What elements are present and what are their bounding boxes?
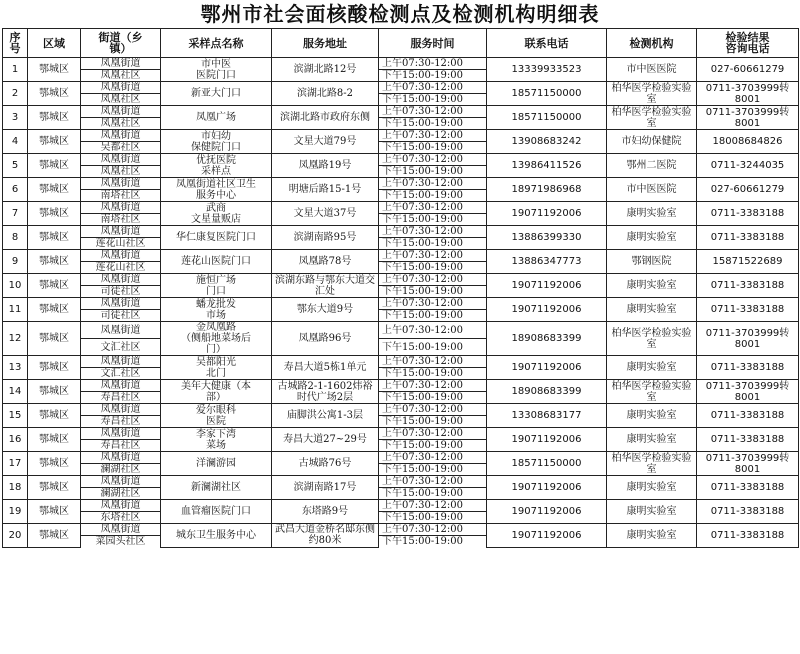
table-row [3,82,799,94]
table-row [3,58,799,70]
cell-hours-pm: 下午15:00-19:00 [379,464,487,476]
cell-street: 凤凰街道 [81,380,161,392]
cell-seq: 11 [3,298,28,322]
cell-lab: 市妇幼保健院 [607,130,697,154]
cell-street: 凤凰街道 [81,298,161,310]
cell-hours-am: 上午07:30-12:00 [379,106,487,118]
cell-hours-am: 上午07:30-12:00 [379,178,487,190]
header-district: 区域 [28,29,81,58]
cell-district: 鄂城区 [28,226,81,250]
cell-community: 澜湖社区 [81,488,161,500]
cell-district: 鄂城区 [28,500,81,524]
cell-street: 凤凰街道 [81,202,161,214]
cell-lab: 市中医医院 [607,178,697,202]
cell-seq: 12 [3,322,28,356]
cell-community: 司徒社区 [81,310,161,322]
cell-result: 027-60661279 [697,58,799,82]
cell-community: 文汇社区 [81,339,161,356]
cell-hours-pm: 下午15:00-19:00 [379,286,487,298]
cell-district: 鄂城区 [28,106,81,130]
cell-result: 0711-3383188 [697,428,799,452]
cell-seq: 18 [3,476,28,500]
cell-site: 莲花山医院门口 [161,250,272,274]
cell-address: 滨湖北路12号 [272,58,379,82]
header-result: 检验结果 咨询电话 [697,29,799,58]
table-header [3,29,799,58]
cell-seq: 5 [3,154,28,178]
cell-hours-am: 上午07:30-12:00 [379,500,487,512]
table-row [3,106,799,118]
cell-hours-am: 上午07:30-12:00 [379,82,487,94]
cell-street: 凤凰街道 [81,500,161,512]
cell-community: 凤凰社区 [81,118,161,130]
cell-address: 古城路76号 [272,452,379,476]
cell-community: 莲花山社区 [81,238,161,250]
cell-street: 凤凰街道 [81,452,161,464]
cell-street: 凤凰街道 [81,476,161,488]
cell-lab: 柏华医学检验实验室 [607,106,697,130]
cell-seq: 6 [3,178,28,202]
cell-community: 南塔社区 [81,214,161,226]
cell-street: 凤凰街道 [81,274,161,286]
cell-site: 蟠龙批发 市场 [161,298,272,322]
cell-site: 爱尔眼科 医院 [161,404,272,428]
cell-hours-pm: 下午15:00-19:00 [379,368,487,380]
cell-hours-pm: 下午15:00-19:00 [379,339,487,356]
cell-street: 凤凰街道 [81,356,161,368]
cell-phone: 19071192006 [487,500,607,524]
cell-lab: 鄂钢医院 [607,250,697,274]
cell-phone: 19071192006 [487,274,607,298]
cell-lab: 鄂州二医院 [607,154,697,178]
cell-address: 东塔路9号 [272,500,379,524]
cell-lab: 康明实验室 [607,404,697,428]
table-body [3,58,799,548]
cell-result: 0711-3383188 [697,524,799,548]
cell-result: 0711-3383188 [697,202,799,226]
cell-community: 东塔社区 [81,512,161,524]
cell-community: 澜湖社区 [81,464,161,476]
cell-seq: 3 [3,106,28,130]
cell-phone: 13886347773 [487,250,607,274]
cell-result: 0711-3383188 [697,404,799,428]
cell-address: 凤凰路19号 [272,154,379,178]
cell-hours-am: 上午07:30-12:00 [379,404,487,416]
cell-lab: 柏华医学检验实验室 [607,82,697,106]
cell-site: 市中医 医院门口 [161,58,272,82]
cell-site: 李家下湾 菜场 [161,428,272,452]
cell-district: 鄂城区 [28,428,81,452]
cell-hours-am: 上午07:30-12:00 [379,476,487,488]
cell-district: 鄂城区 [28,298,81,322]
cell-lab: 康明实验室 [607,356,697,380]
cell-address: 鄂东大道9号 [272,298,379,322]
cell-hours-pm: 下午15:00-19:00 [379,214,487,226]
cell-seq: 16 [3,428,28,452]
cell-street: 凤凰街道 [81,178,161,190]
cell-seq: 13 [3,356,28,380]
cell-street: 凤凰街道 [81,322,161,339]
cell-community: 南塔社区 [81,190,161,202]
table-row [3,298,799,310]
cell-hours-am: 上午07:30-12:00 [379,202,487,214]
cell-result: 0711-3383188 [697,298,799,322]
cell-district: 鄂城区 [28,274,81,298]
cell-street: 凤凰街道 [81,58,161,70]
cell-site: 新澜湖社区 [161,476,272,500]
cell-phone: 13308683177 [487,404,607,428]
header-phone: 联系电话 [487,29,607,58]
cell-seq: 1 [3,58,28,82]
cell-lab: 康明实验室 [607,428,697,452]
cell-hours-pm: 下午15:00-19:00 [379,488,487,500]
cell-street: 凤凰街道 [81,154,161,166]
cell-hours-pm: 下午15:00-19:00 [379,118,487,130]
cell-seq: 19 [3,500,28,524]
cell-phone: 13886399330 [487,226,607,250]
table-row [3,154,799,166]
cell-phone: 19071192006 [487,476,607,500]
cell-phone: 13986411526 [487,154,607,178]
cell-phone: 19071192006 [487,356,607,380]
cell-seq: 17 [3,452,28,476]
cell-street: 凤凰街道 [81,130,161,142]
table-row [3,524,799,536]
table-row [3,226,799,238]
cell-hours-pm: 下午15:00-19:00 [379,238,487,250]
cell-address: 寿昌大道5栋1单元 [272,356,379,380]
cell-result: 0711-3383188 [697,226,799,250]
page-title: 鄂州市社会面核酸检测点及检测机构明细表 [200,2,600,26]
cell-hours-am: 上午07:30-12:00 [379,428,487,440]
cell-site: 施恒广场 门口 [161,274,272,298]
cell-hours-am: 上午07:30-12:00 [379,130,487,142]
cell-phone: 19071192006 [487,428,607,452]
cell-phone: 18971986968 [487,178,607,202]
cell-address: 滨湖北路8-2 [272,82,379,106]
cell-lab: 康明实验室 [607,524,697,548]
cell-result: 0711-3383188 [697,274,799,298]
testing-sites-table [2,28,799,548]
cell-address: 滨湖北路市政府东侧 [272,106,379,130]
table-row [3,428,799,440]
table-row [3,130,799,142]
table-row [3,202,799,214]
cell-district: 鄂城区 [28,250,81,274]
cell-hours-pm: 下午15:00-19:00 [379,310,487,322]
cell-seq: 15 [3,404,28,428]
cell-result: 0711-3383188 [697,500,799,524]
cell-seq: 9 [3,250,28,274]
table-row [3,500,799,512]
cell-community: 凤凰社区 [81,70,161,82]
table-row [3,250,799,262]
cell-phone: 18908683399 [487,322,607,356]
cell-district: 鄂城区 [28,380,81,404]
cell-street: 凤凰街道 [81,428,161,440]
cell-phone: 18908683399 [487,380,607,404]
cell-community: 寿昌社区 [81,416,161,428]
cell-site: 金凤凰路 （侧船地菜场后 门） [161,322,272,356]
cell-street: 凤凰街道 [81,226,161,238]
cell-hours-pm: 下午15:00-19:00 [379,94,487,106]
cell-hours-am: 上午07:30-12:00 [379,154,487,166]
cell-district: 鄂城区 [28,404,81,428]
cell-seq: 7 [3,202,28,226]
cell-community: 寿昌社区 [81,392,161,404]
cell-street: 凤凰街道 [81,524,161,536]
table-row [3,452,799,464]
header-lab: 检测机构 [607,29,697,58]
cell-lab: 柏华医学检验实验室 [607,452,697,476]
cell-lab: 柏华医学检验实验室 [607,380,697,404]
header-site: 采样点名称 [161,29,272,58]
cell-hours-am: 上午07:30-12:00 [379,356,487,368]
cell-lab: 康明实验室 [607,476,697,500]
cell-phone: 18571150000 [487,82,607,106]
cell-phone: 13908683242 [487,130,607,154]
cell-phone: 19071192006 [487,202,607,226]
cell-address: 明塘后路15-1号 [272,178,379,202]
cell-result: 18008684826 [697,130,799,154]
cell-result: 0711-3703999转8001 [697,106,799,130]
cell-hours-am: 上午07:30-12:00 [379,452,487,464]
cell-site: 血管瘤医院门口 [161,500,272,524]
cell-seq: 4 [3,130,28,154]
table-row [3,274,799,286]
cell-result: 0711-3383188 [697,476,799,500]
cell-hours-am: 上午07:30-12:00 [379,322,487,339]
cell-result: 0711-3703999转8001 [697,322,799,356]
cell-address: 滨湖南路95号 [272,226,379,250]
cell-street: 凤凰街道 [81,250,161,262]
cell-lab: 康明实验室 [607,226,697,250]
cell-site: 优抚医院 采样点 [161,154,272,178]
cell-hours-am: 上午07:30-12:00 [379,250,487,262]
cell-hours-am: 上午07:30-12:00 [379,380,487,392]
cell-hours-pm: 下午15:00-19:00 [379,416,487,428]
table-row [3,356,799,368]
cell-seq: 20 [3,524,28,548]
cell-street: 凤凰街道 [81,82,161,94]
cell-hours-pm: 下午15:00-19:00 [379,142,487,154]
cell-lab: 柏华医学检验实验室 [607,322,697,356]
cell-district: 鄂城区 [28,322,81,356]
cell-hours-pm: 下午15:00-19:00 [379,190,487,202]
cell-hours-pm: 下午15:00-19:00 [379,262,487,274]
cell-district: 鄂城区 [28,356,81,380]
cell-hours-pm: 下午15:00-19:00 [379,70,487,82]
cell-address: 滨湖南路17号 [272,476,379,500]
cell-result: 0711-3383188 [697,356,799,380]
cell-district: 鄂城区 [28,178,81,202]
cell-site: 武商 文星量贩店 [161,202,272,226]
cell-district: 鄂城区 [28,82,81,106]
cell-result: 027-60661279 [697,178,799,202]
cell-hours-am: 上午07:30-12:00 [379,274,487,286]
cell-community: 司徒社区 [81,286,161,298]
cell-community: 菜园头社区 [81,536,161,548]
cell-site: 洋澜游园 [161,452,272,476]
cell-phone: 19071192006 [487,524,607,548]
cell-district: 鄂城区 [28,154,81,178]
cell-hours-pm: 下午15:00-19:00 [379,166,487,178]
cell-result: 0711-3244035 [697,154,799,178]
cell-result: 15871522689 [697,250,799,274]
table-row [3,404,799,416]
cell-lab: 康明实验室 [607,274,697,298]
header-hours: 服务时间 [379,29,487,58]
table-row [3,178,799,190]
cell-result: 0711-3703999转8001 [697,380,799,404]
cell-lab: 市中医医院 [607,58,697,82]
table-row [3,476,799,488]
cell-street: 凤凰街道 [81,404,161,416]
cell-address: 古城路2-1-1602炜裕时代广场2层 [272,380,379,404]
header-address: 服务地址 [272,29,379,58]
cell-hours-am: 上午07:30-12:00 [379,524,487,536]
cell-site: 城东卫生服务中心 [161,524,272,548]
table-row [3,322,799,339]
cell-lab: 康明实验室 [607,298,697,322]
cell-seq: 2 [3,82,28,106]
cell-lab: 康明实验室 [607,202,697,226]
cell-site: 市妇幼 保健院门口 [161,130,272,154]
cell-community: 寿昌社区 [81,440,161,452]
cell-result: 0711-3703999转8001 [697,82,799,106]
cell-hours-am: 上午07:30-12:00 [379,58,487,70]
cell-district: 鄂城区 [28,202,81,226]
cell-district: 鄂城区 [28,452,81,476]
cell-address: 凤凰路78号 [272,250,379,274]
cell-hours-pm: 下午15:00-19:00 [379,392,487,404]
cell-phone: 13339933523 [487,58,607,82]
cell-district: 鄂城区 [28,58,81,82]
cell-site: 华仁康复医院门口 [161,226,272,250]
cell-district: 鄂城区 [28,476,81,500]
cell-hours-pm: 下午15:00-19:00 [379,512,487,524]
cell-phone: 18571150000 [487,452,607,476]
cell-community: 凤凰社区 [81,166,161,178]
cell-community: 吴都社区 [81,142,161,154]
header-street: 街道（乡 镇） [81,29,161,58]
cell-community: 文汇社区 [81,368,161,380]
table-row [3,380,799,392]
cell-address: 寿昌大道27~29号 [272,428,379,452]
cell-hours-am: 上午07:30-12:00 [379,226,487,238]
cell-phone: 18571150000 [487,106,607,130]
cell-seq: 10 [3,274,28,298]
cell-street: 凤凰街道 [81,106,161,118]
cell-district: 鄂城区 [28,130,81,154]
cell-address: 庙脚洪公寓1-3层 [272,404,379,428]
cell-result: 0711-3703999转8001 [697,452,799,476]
cell-hours-pm: 下午15:00-19:00 [379,440,487,452]
cell-community: 莲花山社区 [81,262,161,274]
cell-phone: 19071192006 [487,298,607,322]
cell-site: 吴都阳光 北门 [161,356,272,380]
cell-community: 凤凰社区 [81,94,161,106]
cell-seq: 8 [3,226,28,250]
cell-address: 滨湖东路与鄂东大道交汇处 [272,274,379,298]
cell-hours-pm: 下午15:00-19:00 [379,536,487,548]
cell-site: 新亚大门口 [161,82,272,106]
cell-district: 鄂城区 [28,524,81,548]
header-seq: 序 号 [3,29,28,58]
cell-site: 凤凰广场 [161,106,272,130]
cell-site: 凤凰街道社区卫生 服务中心 [161,178,272,202]
cell-address: 凤凰路96号 [272,322,379,356]
cell-address: 武昌大道金桥名邸东侧约80米 [272,524,379,548]
cell-seq: 14 [3,380,28,404]
cell-lab: 康明实验室 [607,500,697,524]
cell-site: 美年大健康（本 部） [161,380,272,404]
cell-address: 文星大道37号 [272,202,379,226]
cell-hours-am: 上午07:30-12:00 [379,298,487,310]
cell-address: 文星大道79号 [272,130,379,154]
